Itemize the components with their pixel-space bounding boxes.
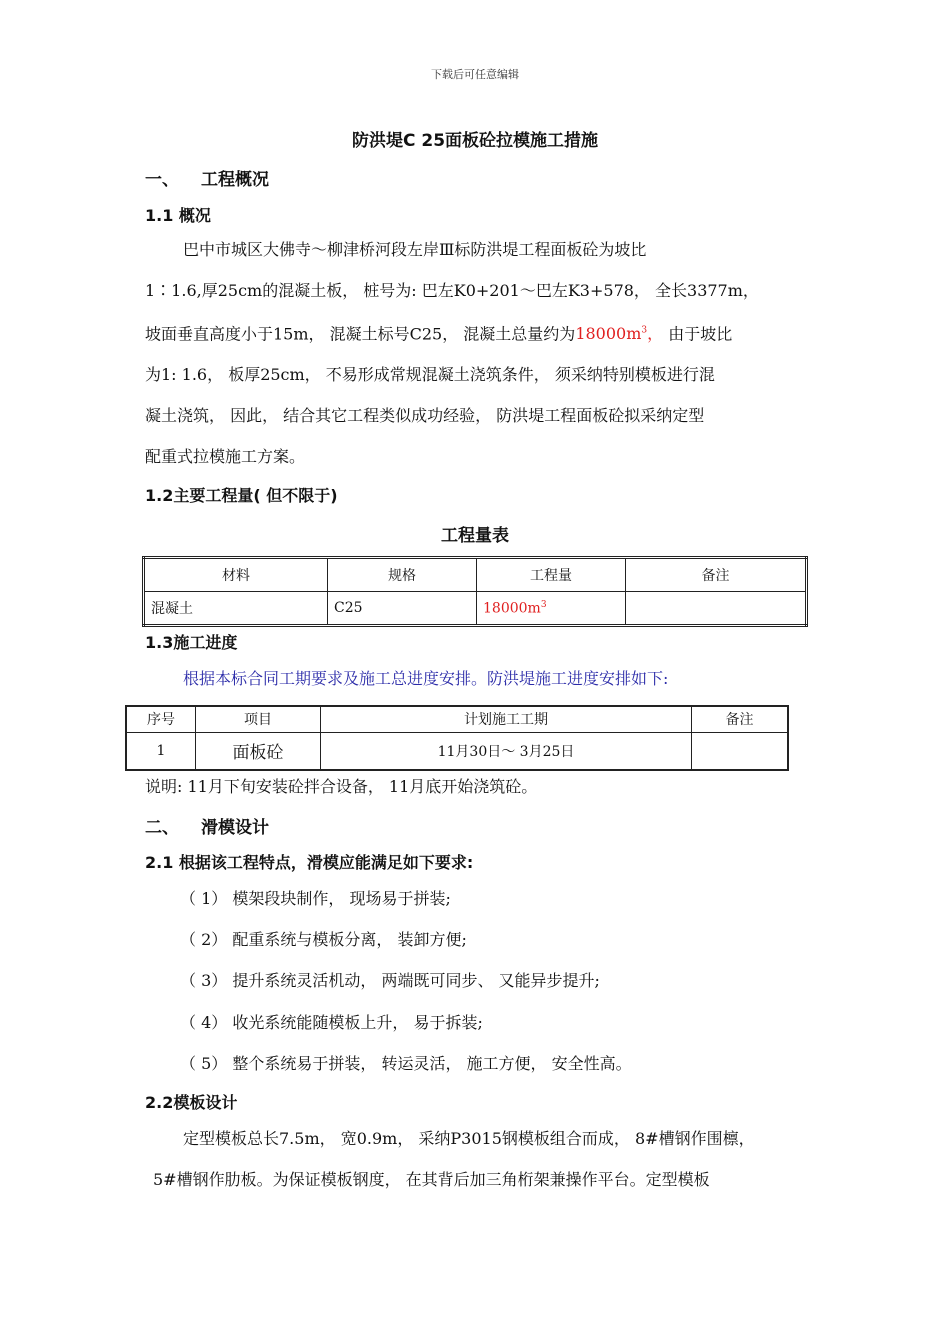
cell-note — [692, 732, 789, 770]
section-2-heading — [145, 813, 269, 838]
overview-line-2: 1∶1.6,厚25cm的混凝土板， 桩号为: 巴左K0+201～巴左K3+578， 全长3377m， — [145, 281, 759, 300]
col-material: 材料 — [144, 558, 328, 592]
requirement-item-4: （ 4） 收光系统能随模板上升， 易于拆装; — [180, 1013, 483, 1032]
section-1-heading — [145, 165, 269, 190]
cell-period: 11月30日～ 3月25日 — [321, 732, 692, 770]
schedule-note: 说明: 11月下旬安装砼拌合设备， 11月底开始浇筑砼。 — [145, 777, 538, 796]
col-spec: 规格 — [328, 558, 477, 592]
section-1-1-body — [145, 229, 815, 477]
section-2-2-heading: 2.2模板设计 — [145, 1093, 238, 1112]
formwork-line-2: 5#槽钢作肋板。为保证模板钢度， 在其背后加三角桁架兼操作平台。定型模板 — [153, 1170, 710, 1189]
col-note: 备注 — [626, 558, 807, 592]
requirement-item-3: （ 3） 提升系统灵活机动， 两端既可同步、 又能异步提升; — [180, 971, 600, 990]
table-row — [126, 732, 788, 770]
overview-line-6: 配重式拉模施工方案。 — [145, 447, 306, 467]
section-2-2-body — [145, 1118, 825, 1200]
cell-material: 混凝土 — [144, 592, 328, 626]
overview-line-5: 凝土浇筑， 因此， 结合其它工程类似成功经验， 防洪堤工程面板砼拟采纳定型 — [145, 406, 705, 426]
table-row — [144, 592, 807, 626]
schedule-table-header — [126, 706, 788, 732]
col-period: 计划施工工期 — [321, 706, 692, 732]
requirement-item-1: （ 1） 模架段块制作， 现场易于拼装; — [180, 889, 451, 908]
overview-line-3-tail: 由于坡比 — [663, 324, 733, 344]
cell-quantity: $18000m^3$ — [477, 592, 626, 626]
formwork-line-1: 定型模板总长7.5m， 宽0.9m， 采纳P3015钢模板组合而成， 8#槽钢作围檩， — [183, 1129, 755, 1148]
schedule-table — [125, 705, 789, 771]
page-header: 下载后可任意编辑 — [431, 68, 519, 81]
overview-line-4: 为1: 1.6， 板厚25cm， 不易形成常规混凝土浇筑条件， 须采纳特别模板进行混 — [145, 365, 715, 385]
col-quantity: 工程量 — [477, 558, 626, 592]
col-seq: 序号 — [126, 706, 196, 732]
section-2-number: 二、 — [145, 818, 179, 838]
document-title: 防洪堤C 25面板砼拉模施工措施 — [351, 131, 599, 151]
quantity-table-header — [144, 558, 807, 592]
section-1-1-heading: 1.1 概况 — [145, 206, 211, 225]
quantity-table-caption: 工程量表 — [441, 526, 509, 546]
overview-line-3: 坡面垂直高度小于15m， 混凝土标号C25， 混凝土总量约为 — [145, 324, 576, 344]
requirement-item-5: （ 5） 整个系统易于拼装， 转运灵活， 施工方便， 安全性高。 — [180, 1054, 632, 1073]
cell-note — [626, 592, 807, 626]
section-1-number: 一、 — [145, 170, 179, 190]
col-item: 项目 — [196, 706, 321, 732]
overview-line-1: 巴中市城区大佛寺～柳津桥河段左岸Ⅲ标防洪堤工程面板砼为坡比 — [183, 240, 647, 259]
cell-item: 面板砼 — [196, 732, 321, 770]
cell-seq: 1 — [126, 732, 196, 770]
section-1-3-heading: 1.3施工进度 — [145, 633, 238, 652]
concrete-volume: $18000m^3$， — [575, 324, 664, 344]
quantity-table — [142, 556, 808, 627]
cell-spec: C25 — [328, 592, 477, 626]
schedule-intro: 根据本标合同工期要求及施工总进度安排。防洪堤施工进度安排如下: — [183, 669, 669, 688]
section-1-title: 工程概况 — [201, 170, 269, 190]
requirement-item-2: （ 2） 配重系统与模板分离， 装卸方便; — [180, 930, 467, 949]
col-note: 备注 — [692, 706, 789, 732]
section-1-2-heading: 1.2主要工程量( 但不限于) — [145, 486, 338, 505]
section-2-title: 滑模设计 — [201, 818, 269, 838]
section-2-1-heading: 2.1 根据该工程特点，滑模应能满足如下要求: — [145, 853, 474, 872]
